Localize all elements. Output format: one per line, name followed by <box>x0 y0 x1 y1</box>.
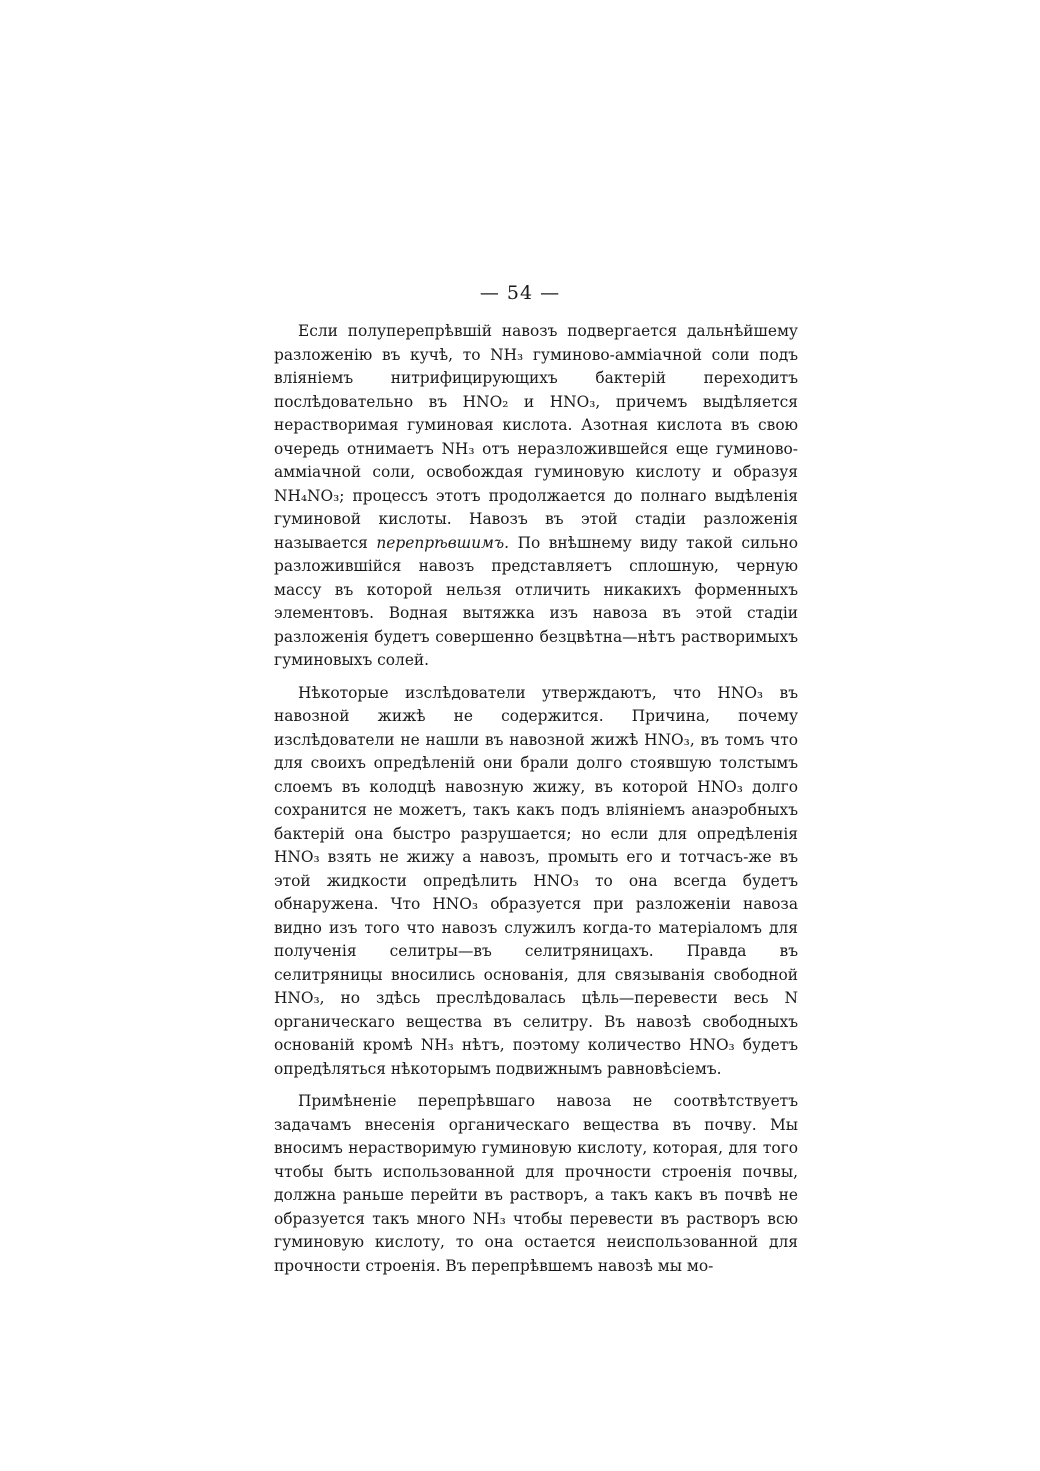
paragraph-1 <box>274 320 798 673</box>
paragraph-1-text-a: Если полуперепрѣвшій навозъ подвергается дальнѣйшему разложенію въ кучѣ, то NH₃ гуминово-амміачной соли подъ вліяніемъ нитрифицирующихъ бактерій переходитъ послѣдовательно въ HNO₂ и HNO₃, причемъ выдѣляется нерастворимая гуминовая кислота. Азотная кислота въ свою очередь отнимаетъ NH₃ отъ неразложившейся еще гуминово-амміачной соли, освобождая гуминовую кислоту и образуя NH₄NO₃; процессъ этотъ продолжается до полнаго выдѣленія гуминовой кислоты. Навозъ въ этой стадіи разложенія называется <box>274 322 798 552</box>
paragraph-2: Нѣкоторые изслѣдователи утверждаютъ, что HNO₃ въ навозной жижѣ не содержится. Причина, почему изслѣдователи не нашли въ навозной жижѣ HNO₃, въ томъ что для своихъ опредѣленій они брали долго стоявшую толстымъ слоемъ въ колодцѣ навозную жижу, въ которой HNO₃ долго сохранится не можетъ, такъ какъ подъ вліяніемъ анаэробныхъ бактерій она быстро разрушается; но если для опредѣленія HNO₃ взять не жижу а навозъ, промыть его и тотчасъ-же въ этой жидкости опредѣлить HNO₃ то она всегда будетъ обнаружена. Что HNO₃ образуется при разложеніи навоза видно изъ того что навозъ служилъ когда-то матеріаломъ для полученія селитры—въ селитряницахъ. Правда въ селитряницы вносились основанія, для связыванія свободной HNO₃, но здѣсь преслѣдовалась цѣль—перевести весь N органическаго вещества въ селитру. Въ навозѣ свободныхъ основаній кромѣ NH₃ нѣтъ, поэтому количество HNO₃ будетъ опредѣляться нѣкоторымъ подвижнымъ равновѣсіемъ. <box>274 683 798 1078</box>
paragraph-3: Примѣненіе перепрѣвшаго навоза не соотвѣтствуетъ задачамъ внесенія органическаго вещества въ почву. Мы вносимъ нерастворимую гуминовую кислоту, которая, для того чтобы быть использованной для прочности строенія почвы, должна раньше перейти въ растворъ, а такъ какъ въ почвѣ не образуется такъ много NH₃ чтобы перевести въ растворъ всю гуминовую кислоту, то она остается неиспользованной для прочности строенія. Въ перепрѣвшемъ навозѣ мы мо- <box>274 1092 798 1275</box>
page-number: — 54 — <box>479 282 561 304</box>
paragraph-1-emphasis: перепрѣвшимъ. <box>376 533 510 552</box>
body-text <box>274 320 798 1287</box>
paragraph-1-text-b: По внѣшнему виду такой сильно разложившійся навозъ представляетъ сплошную, черную массу въ которой нельзя отличить никакихъ форменныхъ элементовъ. Водная вытяжка изъ навоза въ этой стадіи разложенія будетъ совершенно безцвѣтна—нѣтъ растворимыхъ гуминовыхъ солей. <box>274 533 798 669</box>
